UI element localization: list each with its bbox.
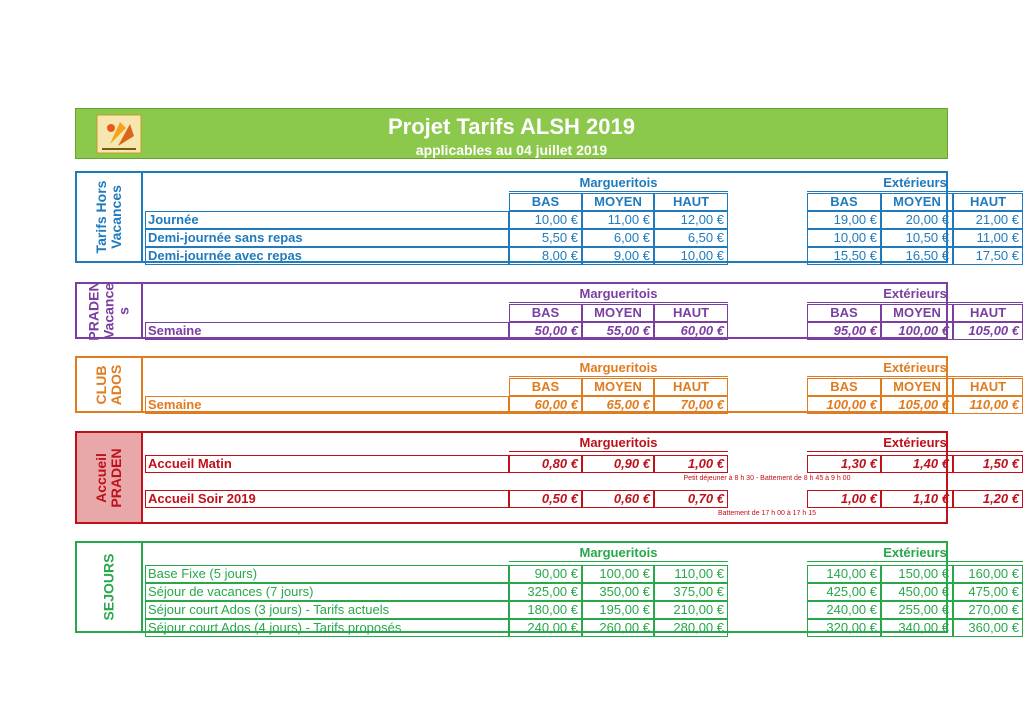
tier-header: BAS (509, 304, 582, 322)
tier-header: HAUT (654, 378, 728, 396)
section-label-text (87, 281, 132, 340)
price-cell: 160,00 € (953, 565, 1023, 583)
row-name: Séjour court Ados (4 jours) - Tarifs proposés (145, 619, 509, 637)
price-cell: 0,50 € (509, 490, 582, 508)
price-cell: 210,00 € (654, 601, 728, 619)
group-header: Margueritois (509, 360, 728, 377)
section-label (77, 543, 143, 631)
group-header: Extérieurs (807, 175, 1023, 192)
group-header: Margueritois (509, 435, 728, 452)
section-label-line: Vacances (108, 185, 124, 249)
price-cell: 360,00 € (953, 619, 1023, 637)
price-cell: 1,20 € (953, 490, 1023, 508)
price-cell: 5,50 € (509, 229, 582, 247)
price-cell: 1,00 € (654, 455, 728, 473)
row-name: Demi-journée avec repas (145, 247, 509, 265)
price-cell: 260,00 € (582, 619, 654, 637)
price-cell: 11,00 € (582, 211, 654, 229)
price-cell: 375,00 € (654, 583, 728, 601)
row-note: Battement de 17 h 00 à 17 h 15 (717, 510, 817, 517)
price-cell: 320,00 € (807, 619, 881, 637)
price-cell: 1,10 € (881, 490, 953, 508)
price-cell: 1,40 € (881, 455, 953, 473)
tier-header: MOYEN (582, 304, 654, 322)
price-cell: 1,00 € (807, 490, 881, 508)
section-label-text (94, 448, 124, 507)
price-cell: 110,00 € (953, 396, 1023, 414)
price-cell: 20,00 € (881, 211, 953, 229)
price-cell: 65,00 € (582, 396, 654, 414)
section-label-line: Vacance (100, 282, 117, 339)
row-name: Semaine (145, 396, 509, 414)
row-name: Semaine (145, 322, 509, 340)
price-cell: 16,50 € (881, 247, 953, 265)
price-cell: 150,00 € (881, 565, 953, 583)
tier-header: HAUT (953, 378, 1023, 396)
section-label-line: Accueil (93, 452, 109, 503)
section-label-line: CLUB (93, 365, 109, 404)
tier-header: MOYEN (881, 304, 953, 322)
price-cell: 19,00 € (807, 211, 881, 229)
tariff-section (75, 541, 1019, 635)
price-cell: 425,00 € (807, 583, 881, 601)
price-cell: 110,00 € (654, 565, 728, 583)
section-label (77, 280, 143, 341)
tariff-section (75, 431, 1019, 524)
group-header: Margueritois (509, 545, 728, 562)
section-label-line: ADOS (108, 364, 124, 405)
tier-header: HAUT (953, 304, 1023, 322)
price-cell: 270,00 € (953, 601, 1023, 619)
price-cell: 50,00 € (509, 322, 582, 340)
row-note: Petit déjeuner à 8 h 30 - Battement de 8 h 45 à 9 h 00 (683, 475, 851, 482)
price-cell: 1,50 € (953, 455, 1023, 473)
price-cell: 70,00 € (654, 396, 728, 414)
title-banner (75, 108, 948, 159)
price-cell: 55,00 € (582, 322, 654, 340)
tier-header: HAUT (654, 304, 728, 322)
price-cell: 100,00 € (881, 322, 953, 340)
tier-header: MOYEN (881, 193, 953, 211)
price-cell: 10,00 € (807, 229, 881, 247)
price-cell: 450,00 € (881, 583, 953, 601)
tier-header: BAS (807, 304, 881, 322)
group-header: Extérieurs (807, 360, 1023, 377)
price-cell: 0,70 € (654, 490, 728, 508)
row-name: Base Fixe (5 jours) (145, 565, 509, 583)
tier-header: BAS (509, 193, 582, 211)
tier-header: BAS (509, 378, 582, 396)
price-cell: 0,80 € (509, 455, 582, 473)
price-cell: 17,50 € (953, 247, 1023, 265)
price-cell: 240,00 € (807, 601, 881, 619)
tariff-section (75, 280, 1019, 341)
price-cell: 11,00 € (953, 229, 1023, 247)
price-cell: 255,00 € (881, 601, 953, 619)
price-cell: 60,00 € (654, 322, 728, 340)
tariff-section (75, 171, 1019, 263)
price-cell: 280,00 € (654, 619, 728, 637)
row-name: Journée (145, 211, 509, 229)
section-label-line: PRADEN (108, 447, 124, 508)
tier-header: HAUT (953, 193, 1023, 211)
price-cell: 10,00 € (654, 247, 728, 265)
section-label-text (94, 364, 124, 404)
price-cell: 105,00 € (953, 322, 1023, 340)
section-label-line: PRADEN (85, 280, 102, 341)
price-cell: 100,00 € (582, 565, 654, 583)
price-cell: 100,00 € (807, 396, 881, 414)
section-label (77, 173, 143, 261)
price-cell: 9,00 € (582, 247, 654, 265)
tariff-section (75, 356, 1019, 413)
section-label (77, 433, 143, 522)
row-name: Séjour court Ados (3 jours) - Tarifs actuels (145, 601, 509, 619)
tier-header: BAS (807, 378, 881, 396)
section-label (77, 358, 143, 411)
price-cell: 95,00 € (807, 322, 881, 340)
page-subtitle: applicables au 04 juillet 2019 (415, 142, 608, 158)
group-header: Extérieurs (807, 286, 1023, 303)
tier-header: MOYEN (582, 378, 654, 396)
group-header: Extérieurs (807, 545, 1023, 562)
price-cell: 475,00 € (953, 583, 1023, 601)
price-cell: 105,00 € (881, 396, 953, 414)
group-header: Extérieurs (807, 435, 1023, 452)
tier-header: MOYEN (582, 193, 654, 211)
row-name: Séjour de vacances (7 jours) (145, 583, 509, 601)
price-cell: 140,00 € (807, 565, 881, 583)
price-cell: 12,00 € (654, 211, 728, 229)
tier-header: BAS (807, 193, 881, 211)
row-name: Demi-journée sans repas (145, 229, 509, 247)
price-cell: 180,00 € (509, 601, 582, 619)
price-cell: 350,00 € (582, 583, 654, 601)
price-cell: 0,60 € (582, 490, 654, 508)
price-cell: 10,00 € (509, 211, 582, 229)
row-name: Accueil Matin (145, 455, 509, 473)
tier-header: MOYEN (881, 378, 953, 396)
row-name: Accueil Soir 2019 (145, 490, 509, 508)
page-title: Projet Tarifs ALSH 2019 (388, 114, 635, 139)
price-cell: 60,00 € (509, 396, 582, 414)
group-header: Margueritois (509, 175, 728, 192)
price-cell: 6,00 € (582, 229, 654, 247)
price-cell: 6,50 € (654, 229, 728, 247)
section-label-line: Tarifs Hors (93, 180, 109, 254)
price-cell: 90,00 € (509, 565, 582, 583)
price-cell: 8,00 € (509, 247, 582, 265)
price-cell: 195,00 € (582, 601, 654, 619)
price-cell: 325,00 € (509, 583, 582, 601)
group-header: Margueritois (509, 286, 728, 303)
price-cell: 1,30 € (807, 455, 881, 473)
price-cell: 10,50 € (881, 229, 953, 247)
price-cell: 0,90 € (582, 455, 654, 473)
section-label-text (102, 554, 117, 621)
tier-header: HAUT (654, 193, 728, 211)
price-cell: 15,50 € (807, 247, 881, 265)
price-cell: 340,00 € (881, 619, 953, 637)
section-label-line: SEJOURS (100, 553, 117, 621)
price-cell: 21,00 € (953, 211, 1023, 229)
section-label-text (94, 181, 124, 254)
price-cell: 240,00 € (509, 619, 582, 637)
section-label-line: s (115, 306, 132, 315)
